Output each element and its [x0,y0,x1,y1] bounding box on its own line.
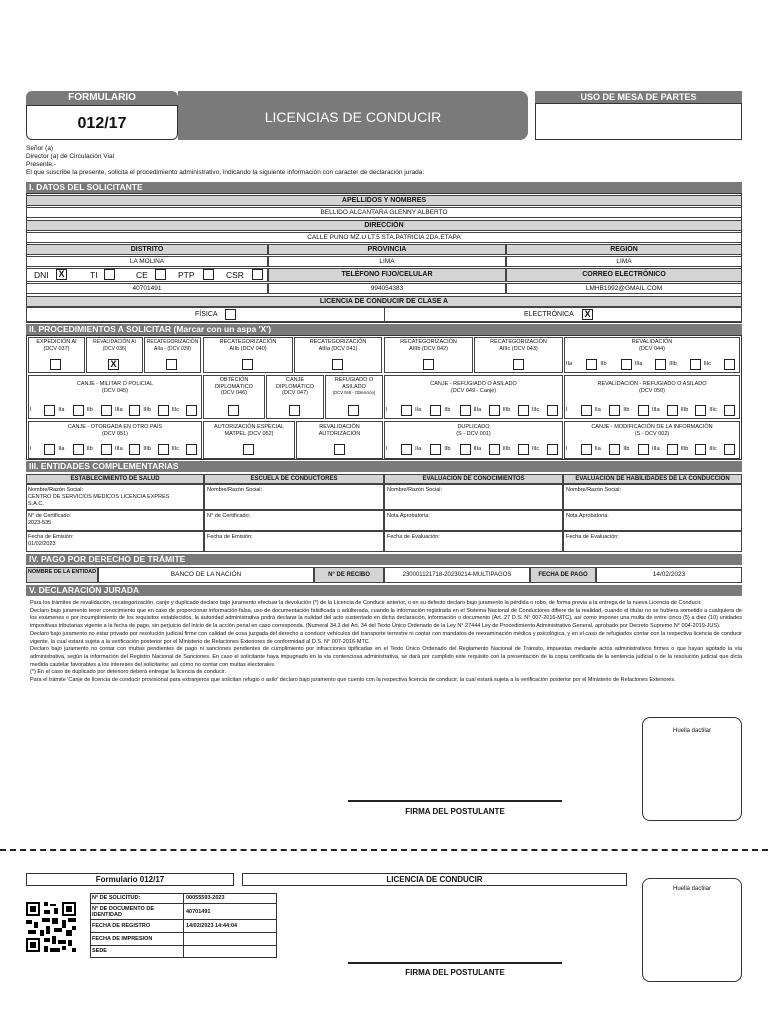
class-checkbox[interactable] [129,444,140,455]
proc-canje-modificacion-label: CANJE - MODIFICACIÓN DE LA INFORMACIÓN (S - DCV 002) [591,424,713,437]
stub-solicitud-value: 00055593-2023 [186,895,225,901]
class-checkbox[interactable] [401,444,412,455]
class-label: IIIc [171,446,179,452]
salud-cert: N° de Certificado: 2023-535 [28,513,72,526]
class-checkbox[interactable] [186,444,197,455]
class-label: IIIa [115,446,123,452]
proc-canje-diplomatico-checkbox[interactable] [289,405,300,416]
class-label: IIIb [143,446,151,452]
proc-recat-aiiic-checkbox[interactable] [513,359,524,370]
doc-csr-label: CSR [226,270,244,280]
section-5-title: V. DECLARACIÓN JURADA [26,585,742,596]
provincia-value: LIMA [268,256,506,267]
class-label: I [30,446,32,452]
formulario-number: 012/17 [26,105,178,140]
class-label: I [566,446,568,452]
class-label: IIb [444,446,451,452]
proc-matpel-checkbox[interactable] [243,444,254,455]
fisica-label: FÍSICA [195,311,218,318]
escuela-fecha-label: Fecha de Emisión: [207,534,253,540]
stub-title: LICENCIA DE CONDUCIR [242,873,627,886]
class-label: IIa [58,446,65,452]
formato-divider [384,307,385,322]
salud-fecha: Fecha de Emisión: 01/02/2023 [28,534,74,547]
class-checkbox[interactable] [547,405,558,416]
proc-recat-aiib-label: RECATEGORIZACIÓN AIIb (DCV 040) [219,339,277,352]
class-checkbox[interactable] [724,405,735,416]
correo-header: CORREO ELECTRÓNICO [506,268,742,282]
class-checkbox[interactable] [695,444,706,455]
proc-canje-refugiado-label: CANJE - REFUGIADO O ASILADO (DCV 049 - Canje) [430,381,517,394]
page-title: LICENCIAS DE CONDUCIR [178,91,528,140]
declaracion-p3: Declaro bajo juramento no estar privado por resolución judicial firme con calidad de cosa juzgada del derecho a conducir vehículos del transporte terrestre ni contar con mandatos de reexaminación médica y psicológica, y en el caso de refugiados contar con la respectiva licencia de conducir vigente, la cual estará sujeta a la verificación posterior por el Ministerio de Relaciones Exteriores de conformidad al D.S. N° 007-2016-MTC. [30,630,742,645]
proc-recat-aiia-label: RECATEGORIZACIÓN AIIa - (DCV 039) [146,339,199,352]
doc-ptp-label: PTP [178,270,195,280]
class-checkbox[interactable] [186,405,197,416]
section-3-title: III. ENTIDADES COMPLEMENTARIAS [26,461,742,472]
mesa-partes-box [535,103,742,140]
intro-line-4: El que suscribe la presente, solicita el procedimiento administrativo, indicando la siguiente información con caracter de declaración jurada: [26,169,425,176]
class-checkbox[interactable] [724,359,735,370]
pago-recibo-value: 230001121718-20230214-MULTIPAGOS [384,567,530,583]
doc-ce-checkbox[interactable] [155,269,166,280]
pago-entidad-value: BANCO DE LA NACIÓN [98,567,314,583]
proc-canje-otro-pais-label: CANJE - OTORGADA EN OTRO PAÍS (DCV 051) [67,424,163,437]
intro-line-1: Señor (a) [26,145,54,152]
pago-recibo-label: N° DE RECIBO [314,567,384,583]
pago-fecha-value: 14/02/2023 [596,567,742,583]
stub-firma-line [348,962,562,964]
class-label: IIIc [171,407,179,413]
proc-recat-aiib-checkbox[interactable] [242,359,253,370]
declaracion-p2: Declaro bajo juramento tener conocimiento que en caso de proporcionar información falsa, uso de documentación falsificada o adulterada, cuando la información registrada en el Sistema Nacional de Conductores difiere de la realidad, cuando el titular no se hubiera sometido a cualquiera de los exámenes o por incumplimiento de los requisitos establecidos, la autoridad administrativa podrá declarar la nulidad del acto sustentado en dicha declaración, información o documento (Art. 27 D.S. N° 007-2016-MTC), así como imponer una multa de entre cinco (5) a diez (10) unidades impositivas tributarias vigente a la fecha de pago, sin perjuicio del inicio de la acción penal en caso corresponda. (Numeral 34.3 del Art. 34 del Texto Único Ordenado de la Ley N° 27444 Ley de Procedimiento Administrativo General, aprobado por Decreto Supremo N° 004-2019-JUS). [30,607,742,630]
class-label: IIa [415,407,422,413]
class-checkbox[interactable] [101,405,112,416]
class-label: IIIc [709,407,717,413]
class-checkbox[interactable] [695,405,706,416]
proc-revalidacion-label: REVALIDACIÓN (DCV 044) [631,339,673,352]
proc-canje-diplomatico-label: CANJE DIPLOMÁTICO (DCV 047) [276,377,314,396]
class-checkbox[interactable] [581,405,592,416]
stub-formulario: Formulario 012/17 [26,873,234,886]
declaracion-p1: Para los trámites de revalidación, recategorización, canje y duplicado declaro bajo juramento efectuar la devolución (*) de la Licencia de Conducir anterior, o en su defecto declaro bajo juramento la pérdida o robo, de forma previa a la entrega de la nueva Licencia de Conducir. [30,600,702,606]
class-label: IIIc [709,446,717,452]
stub-sede-label: SEDE [92,948,107,954]
doc-ti-checkbox[interactable] [104,269,115,280]
class-checkbox[interactable] [430,405,441,416]
firma-label: FIRMA DEL POSTULANTE [405,807,505,816]
electronica-label: ELECTRÓNICA [524,311,574,318]
proc-canje-militar-label: CANJE - MILITAR O POLICIAL (DCV 045) [76,381,154,394]
habil-nombre-label: Nombre/Razón Social: [566,487,622,493]
direccion-header: DIRECCIÓN [26,220,742,231]
declaracion-p5: (*) En el caso de duplicado por deterioro deberá entregar la licencia de conducir. [30,669,226,676]
class-checkbox[interactable] [129,405,140,416]
doc-number-value: 40701491 [26,283,268,294]
region-value: LIMA [506,256,742,267]
proc-obtencion-diplomatico-checkbox[interactable] [228,405,239,416]
declaracion-p4: Declaro bajo juramento no contar con multas pendientes de pago ni sanciones pendientes de cumplimiento por infracciones tipificadas en el Texto Único Ordenado del Reglamento Nacional de Tránsito, impuestas mediante actos administrativos firmes o que hayan agotado la vía administrativa, según la información del Registro Nacional de Sanciones. En caso el solicitante haya impugnado en la vía contenciosa administrativa, se dará por cumplido este requisito con la presentación de la copia certificada de la sentencia judicial o de la resolución judicial que dicta medida cautelar favorables a los intereses del solicitante; así como no contar con multas electorales. [30,646,742,668]
cut-line [0,849,768,851]
proc-recat-aiiib-checkbox[interactable] [423,359,434,370]
proc-recat-aiiic-label: RECATEGORIZACIÓN AIIIc (DCV 043) [490,339,547,352]
correo-value: LMHB1992@GMAIL.COM [506,283,742,294]
class-checkbox[interactable] [73,405,84,416]
firma-line [348,800,562,802]
entidad-header-habilidades: EVALUACIÓN DE HABILIDADES DE LA CONDUCCIÓN [563,474,742,484]
class-label: IIIa [652,446,660,452]
class-checkbox[interactable] [489,405,500,416]
class-checkbox[interactable] [518,444,529,455]
section-2-title: II. PROCEDIMIENTOS A SOLICITAR (Marcar con un aspa 'X') [26,324,742,335]
entidad-header-conocimientos: EVALUACIÓN DE CONOCIMIENTOS [384,474,563,484]
telefono-value: 994054383 [268,283,506,294]
proc-expedicion-ai-checkbox[interactable] [50,359,61,370]
class-checkbox[interactable] [609,444,620,455]
stub-documento-label: N° DE DOCUMENTO DE IDENTIDAD [92,906,154,918]
class-checkbox[interactable] [547,444,558,455]
qr-code [24,900,78,954]
class-label: IIb [600,361,607,367]
class-checkbox[interactable] [690,359,701,370]
mesa-partes-label: USO DE MESA DE PARTES [535,91,742,103]
stub-impresion-label: FECHA DE IMPRESION [92,936,153,942]
class-checkbox[interactable] [158,405,169,416]
class-checkbox[interactable] [518,405,529,416]
class-label: I [30,407,32,413]
entidad-header-escuela: ESCUELA DE CONDUCTORES [204,474,384,484]
class-label: IIIa [634,361,643,367]
class-checkbox[interactable] [655,359,666,370]
habil-fecha-label: Fecha de Evaluación: [566,534,619,540]
telefono-header: TELÉFONO FIJO/CELULAR [268,268,506,282]
apellidos-value: BELLIDO ALCANTARA GLENNY ALBERTO [26,207,742,218]
proc-obtencion-diplomatico-label: OBTECIÓN DIPLOMÁTICO (DCV 046) [215,377,253,396]
proc-revalidacion-ai-checkbox[interactable]: X [108,359,119,370]
class-label: I [566,407,568,413]
section-4-title: IV. PAGO POR DERECHO DE TRÁMITE [26,554,742,565]
class-label: IIa [415,446,422,452]
intro-text [26,145,742,177]
class-label: IIa [594,446,601,452]
clase-header: LICENCIA DE CONDUCIR DE CLASE A [26,296,742,307]
class-label: IIa [58,407,65,413]
class-checkbox[interactable] [158,444,169,455]
distrito-value: LA MOLINA [26,256,268,267]
class-label: I [386,446,388,452]
conoc-nota-label: Nota Aprobatoria: [387,513,430,519]
proc-recat-aiiib-label: RECATEGORIZACIÓN AIIIb (DCV 042) [400,339,457,352]
class-label: IIIa [473,446,482,452]
stub-registro-value: 14/02/2023 14:44:04 [186,923,238,929]
electronica-checkbox[interactable]: X [582,309,593,320]
huella-label: Huella dactilar [672,728,712,734]
class-checkbox[interactable] [609,405,620,416]
region-header: REGIÓN [506,244,742,255]
intro-line-2: Director (a) de Circulación Vial [26,153,115,160]
doc-csr-checkbox[interactable] [252,269,263,280]
class-checkbox[interactable] [638,405,649,416]
doc-ti-label: TI [90,270,98,280]
class-label: IIIc [703,361,711,367]
doc-dni-checkbox[interactable]: X [56,269,67,280]
class-checkbox[interactable] [460,444,471,455]
direccion-value: CALLE PUNO MZ.U LT.5 STA.PATRICIA 2DA.ETAPA [26,232,742,243]
proc-recat-aiia-checkbox[interactable] [166,359,177,370]
apellidos-header: APELLIDOS Y NOMBRES [26,195,742,206]
declaracion-p6: Para el trámite 'Canje de licencia de conducir provisional para extranjeros que solicitan refugio o asilo' declaro bajo juramento que cuento con la respectiva licencia de conducir, la cual estará sujeta a la verificación posterior por el Ministerio de Relaciones Exteriores. [30,677,676,684]
class-label: I [386,407,388,413]
class-label: IIIa [652,407,660,413]
habil-nota-label: Nota Aprobatoria: [566,513,609,519]
stub-firma-label: FIRMA DEL POSTULANTE [405,968,505,977]
doc-dni-label: DNI [34,270,49,280]
class-checkbox[interactable] [667,444,678,455]
formulario-tab: FORMULARIO [26,91,178,105]
proc-revalidacion-autorizacion-checkbox[interactable] [334,444,345,455]
fisica-checkbox[interactable] [225,309,236,320]
provincia-header: PROVINCIA [268,244,506,255]
pago-entidad-label: NOMBRE DE LA ENTIDAD [26,567,98,583]
stub-registro-label: FECHA DE REGISTRO [92,923,151,929]
class-label: IIIc [531,407,540,413]
class-checkbox[interactable] [460,405,471,416]
entidad-header-salud: ESTABLECIMIENTO DE SALUD [26,474,204,484]
intro-line-3: Presente.- [26,161,56,168]
class-label: IIIc [531,446,540,452]
class-label: IIb [86,407,93,413]
class-label: IIIb [680,407,689,413]
class-checkbox[interactable] [581,444,592,455]
proc-refugiado-label: REFUGIADO O ASILADO (DCV 048 - Obtención) [332,377,376,395]
class-label: IIb [444,407,451,413]
doc-ce-label: CE [136,270,148,280]
class-label: IIIb [669,361,677,367]
class-label: IIa [594,407,601,413]
class-label: IIa [566,361,573,367]
proc-refugiado-checkbox[interactable] [348,405,359,416]
stub-solicitud-label: N° DE SOLICITUD: [92,895,141,901]
proc-recat-aiiia-checkbox[interactable] [332,359,343,370]
doc-ptp-checkbox[interactable] [203,269,214,280]
pago-fecha-label: FECHA DE PAGO [530,567,596,583]
class-checkbox[interactable] [430,444,441,455]
class-checkbox[interactable] [44,405,55,416]
class-checkbox[interactable] [401,405,412,416]
proc-duplicado-label: DUPLICADO (S - DCV 001) [456,424,491,437]
stub-huella-label: Huella dactilar [672,886,712,892]
class-label: IIb [86,446,93,452]
proc-revalidacion-ai-label: REVALIDACIÓN AI (DCV 036) [93,339,136,352]
class-label: IIIb [502,446,511,452]
class-checkbox[interactable] [724,444,735,455]
proc-recat-aiiia-label: RECATEGORIZACIÓN AIIIa (DCV 041) [309,339,367,352]
conoc-fecha-label: Fecha de Evaluación: [387,534,440,540]
proc-matpel-label: AUTORIZACIÓN ESPECIAL MATPEL (DCV 052) [214,424,284,437]
class-label: IIb [623,407,630,413]
stub-documento-value: 40701491 [186,909,211,915]
class-checkbox[interactable] [667,405,678,416]
class-checkbox[interactable] [586,359,597,370]
class-checkbox[interactable] [101,444,112,455]
proc-revalidacion-refugiado-label: REVALIDACIÓN - REFUGIADO O ASILADO (DCV 050) [597,381,707,394]
proc-expedicion-ai-label: EXPEDICIÓN AI (DCV 037) [36,339,77,352]
escuela-nombre-label: Nombre/Razón Social: [207,487,263,493]
class-checkbox[interactable] [489,444,500,455]
escuela-cert-label: N° de Certificado: [207,513,251,519]
proc-revalidacion-autorizacion-label: REVALIDACIÓN AUTORIZACIÓN [318,424,361,437]
section-1-title: I. DATOS DEL SOLICITANTE [26,182,742,193]
class-checkbox[interactable] [621,359,632,370]
conoc-nombre-label: Nombre/Razón Social: [387,487,443,493]
class-checkbox[interactable] [73,444,84,455]
class-label: IIIa [115,407,123,413]
class-checkbox[interactable] [44,444,55,455]
distrito-header: DISTRITO [26,244,268,255]
class-label: IIIb [502,407,511,413]
class-label: IIIb [143,407,151,413]
class-label: IIIb [680,446,689,452]
stub-huella-box [642,878,742,982]
class-checkbox[interactable] [638,444,649,455]
stub-table-divider [183,893,184,958]
class-label: IIb [623,446,630,452]
declaracion-text [30,600,742,685]
salud-nombre: Nombre/Razón Social: CENTRO DE SERVICIOS MEDICOS LICENCIA EXPRES S.A.C. [28,487,170,507]
class-label: IIIa [473,407,482,413]
